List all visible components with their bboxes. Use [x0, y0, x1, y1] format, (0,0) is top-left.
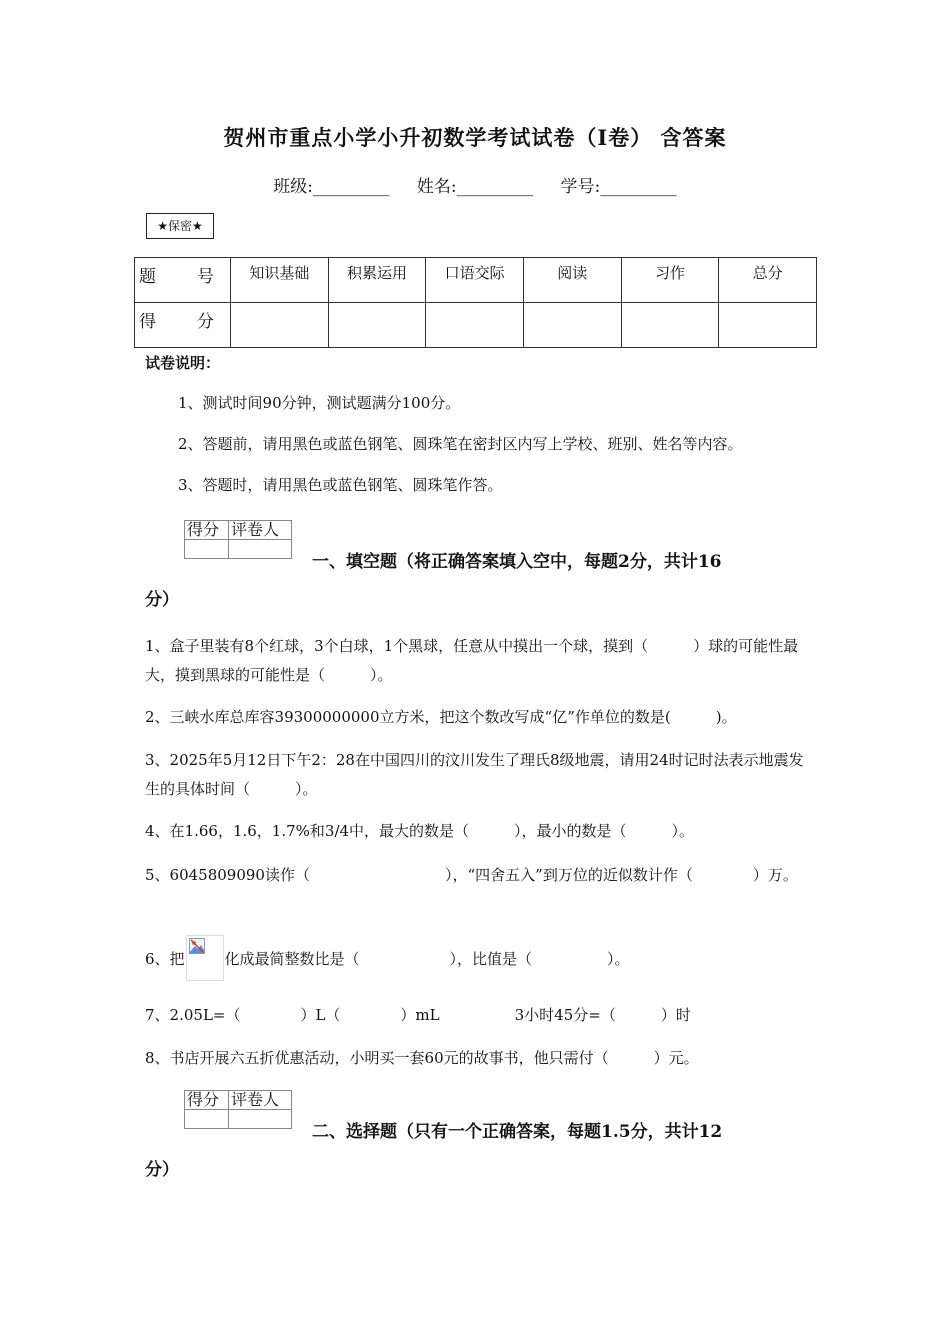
question-8: 8、书店开展六五折优惠活动，小明买一套60元的故事书，他只需付（ ）元。 [145, 1049, 699, 1067]
score-header-cell: 习作 [621, 258, 719, 303]
question-6 [145, 935, 815, 981]
grader-score-label: 得分 [185, 1091, 229, 1110]
question-2: 2、三峡水库总库容39300000000立方米，把这个数改写成“亿”作单位的数是( )。 [145, 708, 737, 726]
section-2-heading: 二、选择题（只有一个正确答案，每题1.5分，共计12 [312, 1122, 723, 1142]
score-header-cell: 积累运用 [328, 258, 426, 303]
grader-score-cell[interactable] [185, 540, 229, 559]
question-6-suffix: 化成最简整数比是（ ），比值是（ ）。 [224, 950, 630, 968]
grader-reviewer-label: 评卷人 [228, 1091, 291, 1110]
name-field[interactable]: 姓名:_________ [416, 177, 534, 197]
class-field[interactable]: 班级:_________ [273, 177, 390, 197]
confidential-badge: ★保密★ [146, 213, 214, 239]
score-cell[interactable] [231, 303, 329, 348]
score-cell[interactable] [719, 303, 817, 348]
page-title: 贺州市重点小学小升初数学考试试卷（I卷） 含答案 [223, 125, 727, 150]
score-header-cell: 阅读 [523, 258, 621, 303]
grader-reviewer-label: 评卷人 [228, 521, 291, 540]
score-cell[interactable] [523, 303, 621, 348]
score-cell[interactable] [328, 303, 426, 348]
question-5: 5、6045809090读作（ ），“四舍五入”到万位的近似数计作（ ）万。 [145, 866, 798, 884]
note-item: 1、测试时间90分钟，测试题满分100分。 [178, 394, 461, 412]
section-2-heading-cont: 分） [145, 1160, 179, 1180]
student-info [0, 172, 950, 197]
grader-box [184, 520, 292, 559]
grader-box [184, 1090, 292, 1129]
score-row-label: 得 分 [135, 303, 231, 348]
notes-title: 试卷说明： [145, 354, 221, 372]
score-table-score-row [135, 303, 817, 348]
score-table-header-row [135, 258, 817, 303]
score-header-cell: 知识基础 [231, 258, 329, 303]
score-header-cell: 题 号 [135, 258, 231, 303]
grader-score-label: 得分 [185, 521, 229, 540]
section-1-heading: 一、填空题（将正确答案填入空中，每题2分，共计16 [312, 552, 722, 572]
score-header-cell: 总分 [719, 258, 817, 303]
grader-reviewer-cell[interactable] [228, 1110, 291, 1129]
question-4: 4、在1.66，1.6，1.7%和3/4中，最大的数是（ ），最小的数是（ ）。 [145, 822, 695, 840]
section-1-heading-cont: 分） [145, 590, 179, 610]
note-item: 3、答题时，请用黑色或蓝色钢笔、圆珠笔作答。 [178, 476, 503, 494]
score-header-cell: 口语交际 [426, 258, 524, 303]
student-id-field[interactable]: 学号:_________ [560, 177, 677, 197]
grader-score-cell[interactable] [185, 1110, 229, 1129]
score-cell[interactable] [426, 303, 524, 348]
grader-reviewer-cell[interactable] [228, 540, 291, 559]
question-7: 7、2.05L=（ ）L（ ）mL 3小时45分=（ ）时 [145, 1006, 691, 1024]
note-item: 2、答题前，请用黑色或蓝色钢笔、圆珠笔在密封区内写上学校、班别、姓名等内容。 [178, 435, 743, 453]
score-cell[interactable] [621, 303, 719, 348]
broken-image-icon [186, 935, 224, 981]
question-6-prefix: 6、把 [145, 950, 185, 968]
question-3: 3、2025年5月12日下午2：28在中国四川的汶川发生了理氏8级地震，请用24时记时法表示地震发生的具体时间（ ）。 [145, 751, 804, 798]
score-table [134, 257, 817, 348]
question-1: 1、盒子里装有8个红球，3个白球，1个黑球，任意从中摸出一个球，摸到（ ）球的可能性最大，摸到黑球的可能性是（ ）。 [145, 637, 799, 684]
